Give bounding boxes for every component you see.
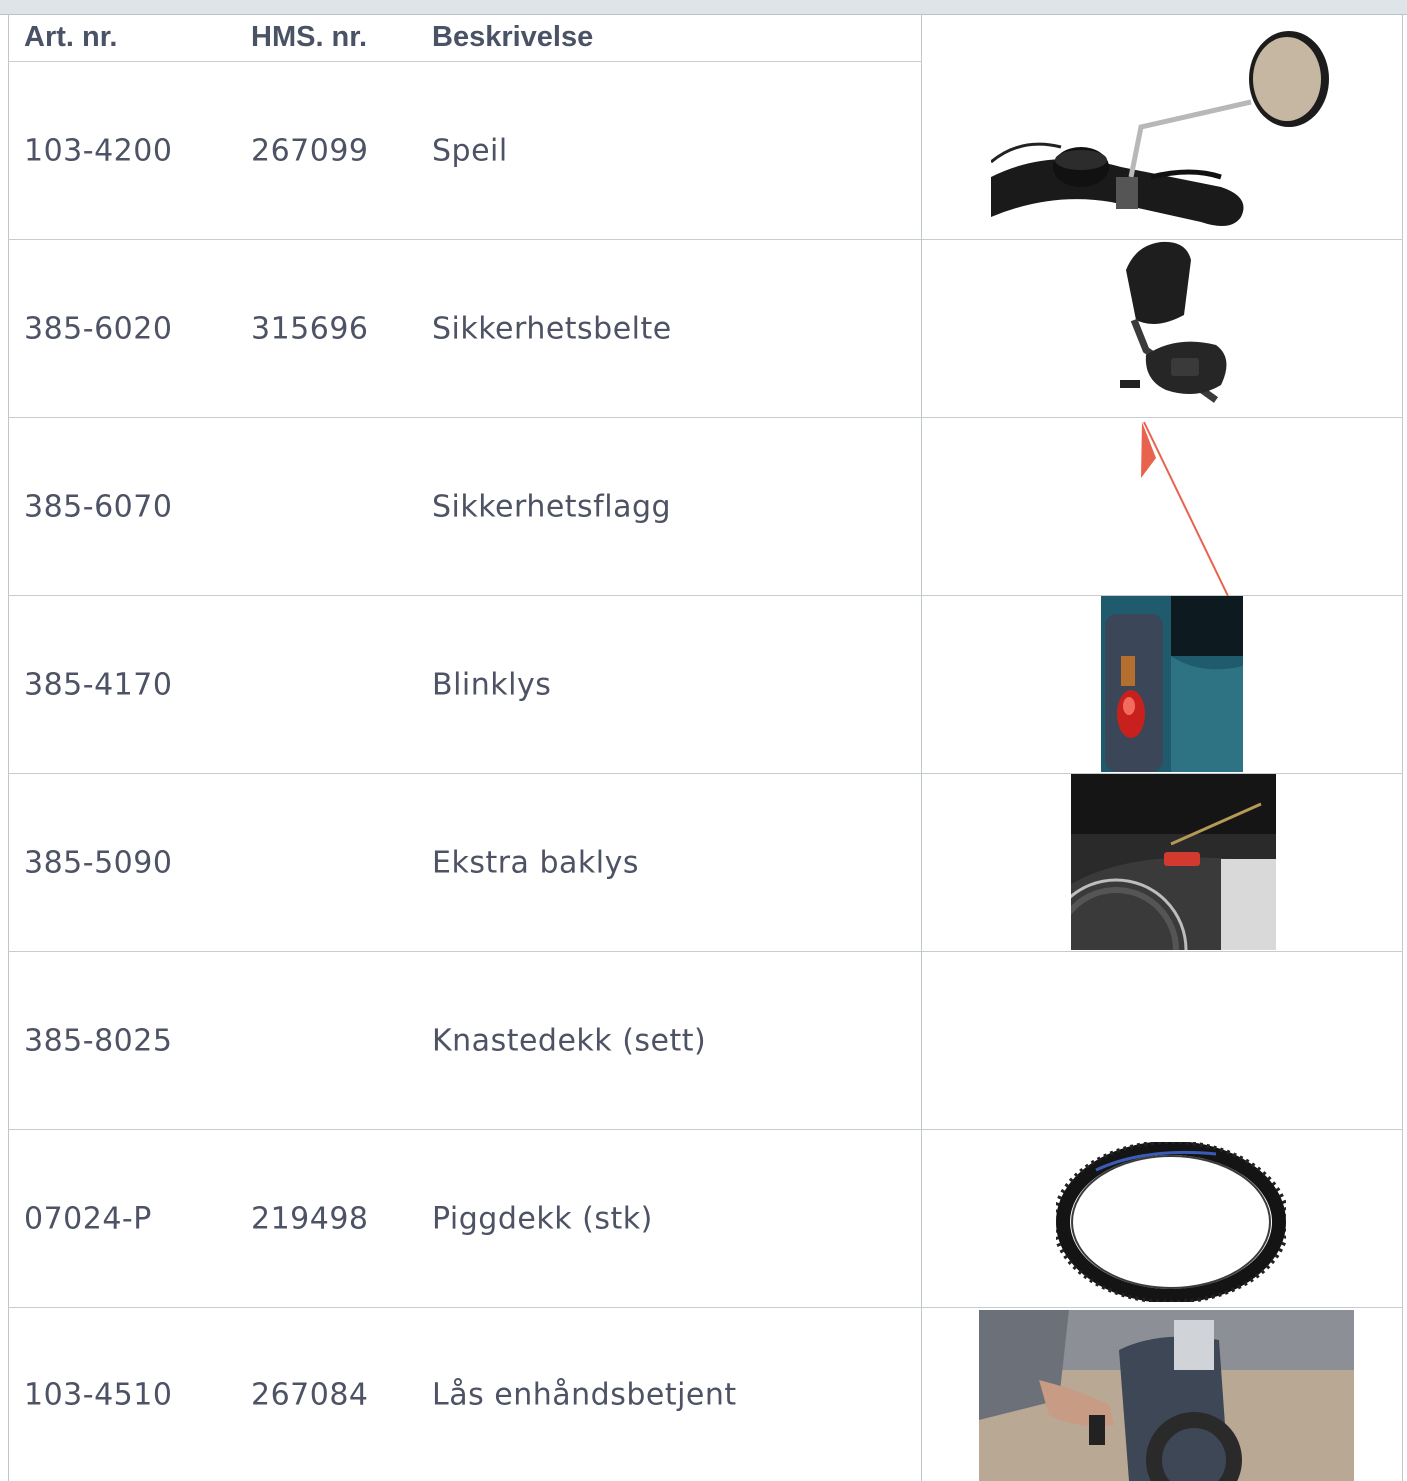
art-nr-cell: 103-4200	[24, 133, 173, 168]
studded-tire-image	[1056, 1142, 1286, 1302]
rear-light-image	[1071, 774, 1276, 950]
description-cell: Blinklys	[432, 667, 552, 702]
description-cell: Ekstra baklys	[432, 845, 639, 880]
hms-nr-cell: 315696	[251, 311, 369, 346]
hms-nr-cell: 219498	[251, 1201, 369, 1236]
header-beskrivelse: Beskrivelse	[432, 21, 594, 53]
hms-nr-cell: 267099	[251, 133, 369, 168]
header-art-nr: Art. nr.	[24, 21, 118, 53]
art-nr-cell: 385-4170	[24, 667, 173, 702]
table-row	[8, 952, 1403, 1130]
indicator-light-image	[1101, 596, 1243, 772]
description-cell: Sikkerhetsbelte	[432, 311, 672, 346]
safety-flag-image	[1136, 418, 1236, 596]
column-divider	[921, 14, 922, 1481]
table-row	[8, 62, 1403, 240]
art-nr-cell: 103-4510	[24, 1377, 173, 1412]
top-band	[0, 0, 1407, 15]
seat-backrest-image	[1116, 240, 1236, 416]
hms-nr-cell: 267084	[251, 1377, 369, 1412]
table-row	[8, 774, 1403, 952]
mirror-image	[991, 17, 1331, 237]
art-nr-cell: 385-5090	[24, 845, 173, 880]
art-nr-cell: 385-8025	[24, 1023, 173, 1058]
description-cell: Sikkerhetsflagg	[432, 489, 672, 524]
table-header	[8, 14, 921, 62]
art-nr-cell: 07024-P	[24, 1201, 152, 1236]
description-cell: Lås enhåndsbetjent	[432, 1377, 737, 1412]
table-row	[8, 596, 1403, 774]
description-cell: Piggdekk (stk)	[432, 1201, 653, 1236]
table-row	[8, 240, 1403, 418]
art-nr-cell: 385-6020	[24, 311, 173, 346]
table-row	[8, 418, 1403, 596]
art-nr-cell: 385-6070	[24, 489, 173, 524]
table-row	[8, 1308, 1403, 1481]
description-cell: Knastedekk (sett)	[432, 1023, 707, 1058]
header-hms-nr: HMS. nr.	[251, 21, 368, 53]
table-row	[8, 1130, 1403, 1308]
lock-image	[979, 1310, 1354, 1481]
description-cell: Speil	[432, 133, 508, 168]
